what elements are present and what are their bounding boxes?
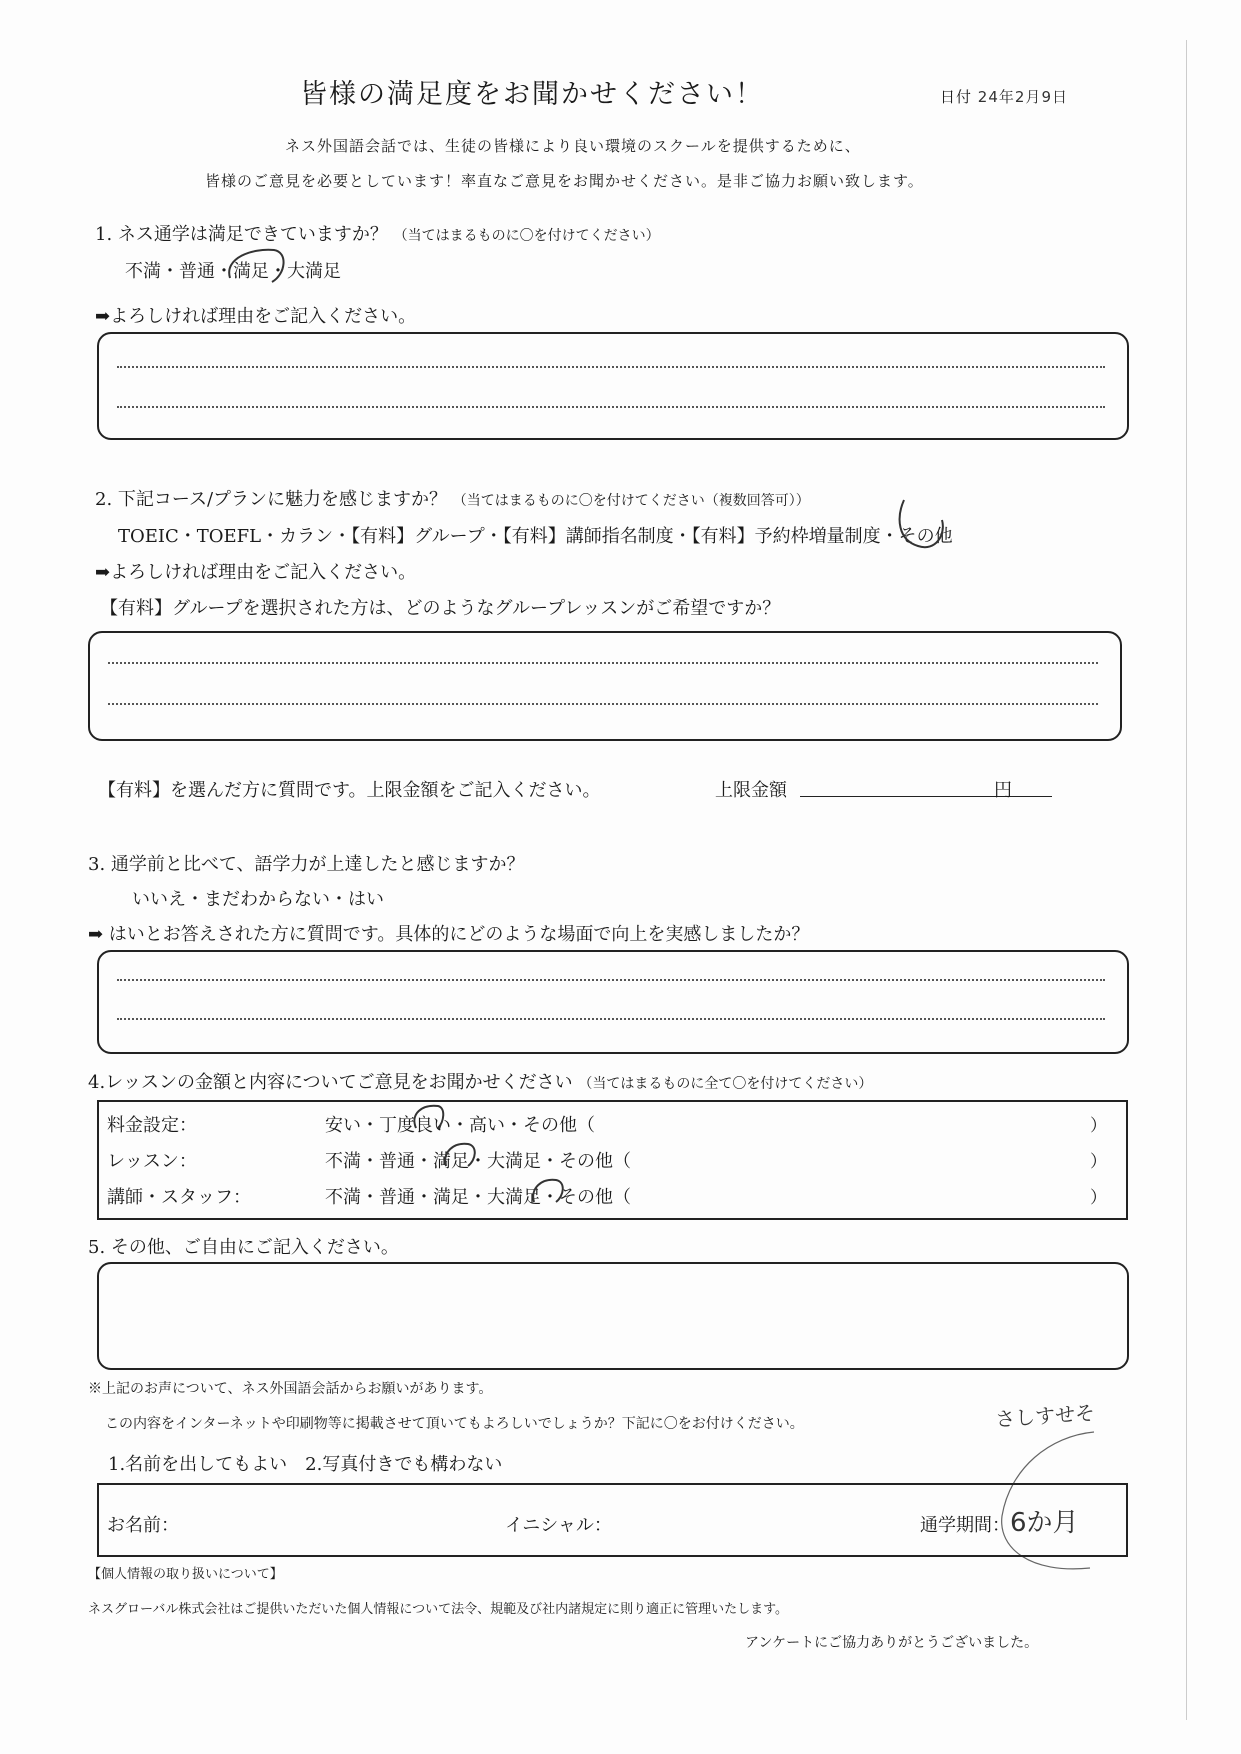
q4-row-3-label: 講師・スタッフ： — [107, 1187, 251, 1208]
q2-hint: （当てはまるものに〇を付けてください（複数回答可）） — [452, 493, 810, 509]
q4-row-1-answer-circle — [408, 1100, 448, 1134]
date-label: 日付 — [940, 88, 973, 106]
q1-options[interactable]: 不満・普通・満足・大満足 — [125, 261, 341, 282]
q5-question: 5. その他、ご自由にご記入ください。 — [88, 1237, 399, 1258]
q4-question-text: 4.レッスンの金額と内容についてご意見をお聞かせください — [88, 1072, 573, 1093]
q3-answer-box[interactable] — [97, 950, 1129, 1054]
q2-question — [95, 485, 810, 511]
q2-line-1 — [108, 662, 1098, 664]
q1-answer-circle — [222, 244, 294, 290]
scan-edge — [1186, 40, 1187, 1720]
q2-options[interactable]: TOEIC・TOEFL・カラン・【有料】グループ・【有料】講師指名制度・【有料】予約枠増量制度・その他 — [118, 526, 953, 547]
q2-price-unit: 円 — [994, 780, 1012, 801]
q5-answer-box[interactable] — [97, 1262, 1129, 1370]
date-field — [940, 86, 1068, 107]
q3-question: 3. 通学前と比べて、語学力が上達したと感じますか？ — [88, 854, 525, 875]
consent-note: ※上記のお声について、ネス外国語会話からお願いがあります。 — [88, 1381, 493, 1397]
thanks-text: アンケートにご協力ありがとうございました。 — [745, 1635, 1039, 1651]
q3-followup: ➡ はいとお答えされた方に質問です。具体的にどのような場面で向上を実感しましたか？ — [88, 924, 810, 945]
q1-question — [95, 220, 660, 246]
q2-price-input-line[interactable] — [800, 796, 1052, 797]
q4-row-2-close: ） — [1090, 1152, 1107, 1172]
q1-question-text: 1. ネス通学は満足できていますか？ — [95, 224, 388, 245]
q4-row-3-options[interactable]: 不満・普通・満足・大満足・その他（ — [325, 1187, 631, 1208]
q1-hint: （当てはまるものに〇を付けてください） — [393, 228, 660, 244]
q2-reason-prompt: ➡よろしければ理由をご記入ください。 — [95, 562, 417, 583]
q4-row-1-label: 料金設定： — [107, 1115, 197, 1136]
q4-row-1-options[interactable]: 安い・丁度良い・高い・その他（ — [325, 1115, 595, 1136]
q1-line-2 — [117, 406, 1105, 408]
q4-row-3-close: ） — [1090, 1188, 1107, 1208]
consent-handwritten-response: さしすせそ — [994, 1400, 1096, 1432]
q1-line-1 — [117, 366, 1105, 368]
date-year: 24年 — [977, 88, 1015, 106]
q2-price-label: 上限金額 — [715, 780, 787, 801]
q3-options[interactable]: いいえ・まだわからない・はい — [132, 889, 384, 910]
q3-line-2 — [117, 1018, 1105, 1020]
q2-price-question: 【有料】を選んだ方に質問です。上限金額をご記入ください。 — [98, 780, 601, 801]
date-month: 2月 — [1014, 88, 1042, 106]
name-label: お名前： — [107, 1515, 179, 1536]
consent-options[interactable]: 1.名前を出してもよい 2.写真付きでも構わない — [108, 1454, 503, 1475]
q1-reason-prompt: ➡よろしければ理由をご記入ください。 — [95, 306, 417, 327]
q2-group-box[interactable] — [88, 631, 1122, 741]
privacy-heading: 【個人情報の取り扱いについて】 — [88, 1567, 283, 1582]
q4-hint: （当てはまるものに全て〇を付けてください） — [578, 1076, 873, 1092]
q2-question-text: 2. 下記コース/プランに魅力を感じますか？ — [95, 489, 448, 510]
q4-row-2-answer-circle — [440, 1138, 480, 1172]
q3-line-1 — [117, 979, 1105, 981]
page-title: 皆様の満足度をお聞かせください！ — [300, 79, 764, 110]
q4-question — [88, 1068, 872, 1094]
intro-line-2: 皆様のご意見を必要としています！率直なご意見をお聞かせください。是非ご協力お願い致します。 — [205, 172, 924, 190]
intro-line-1: ネス外国語会話では、生徒の皆様により良い環境のスクールを提供するために、 — [285, 137, 861, 155]
date-day: 9日 — [1041, 88, 1068, 106]
q2-answer-mark — [888, 494, 958, 556]
q1-reason-box[interactable] — [97, 332, 1129, 440]
q2-group-question: 【有料】グループを選択された方は、どのようなグループレッスンがご希望ですか？ — [100, 598, 781, 619]
q4-row-2-label: レッスン： — [107, 1151, 197, 1172]
q4-row-1-close: ） — [1090, 1116, 1107, 1136]
consent-question: この内容をインターネットや印刷物等に掲載させて頂いてもよろしいでしょうか？下記に〇をお付けください。 — [105, 1416, 804, 1432]
privacy-text: ネスグローバル株式会社はご提供いただいた個人情報について法令、規範及び社内諸規定に則り適正に管理いたします。 — [88, 1602, 789, 1617]
initial-label: イニシャル： — [505, 1515, 612, 1536]
q2-line-2 — [108, 703, 1098, 705]
period-label: 通学期間： — [920, 1515, 1010, 1536]
q4-row-3-answer-circle — [528, 1174, 568, 1208]
period-value: 6か月 — [1010, 1508, 1079, 1538]
q4-row-2-options[interactable]: 不満・普通・満足・大満足・その他（ — [325, 1151, 631, 1172]
